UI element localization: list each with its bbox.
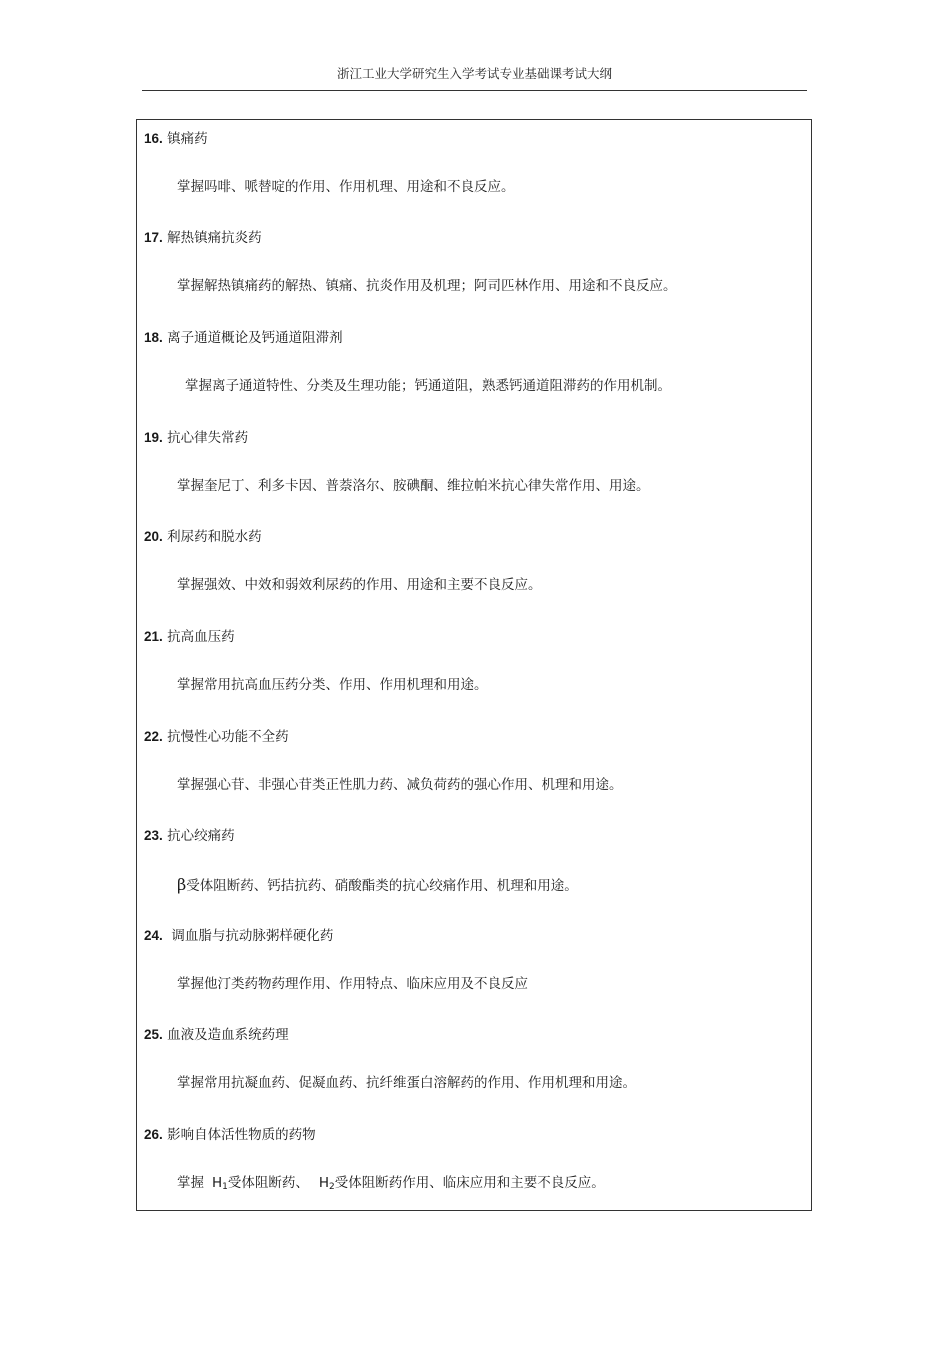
section-heading	[144, 229, 262, 247]
desc-part: 受体阻断药、	[227, 1175, 309, 1191]
section-desc: 掌握常用抗凝血药、促凝血药、抗纤维蛋白溶解药的作用、作用机理和用途。	[177, 1075, 636, 1091]
section-desc: 掌握他汀类药物药理作用、作用特点、临床应用及不良反应	[177, 976, 528, 992]
section-heading	[144, 827, 235, 845]
section-desc	[177, 1174, 605, 1192]
section-number: 16.	[144, 131, 163, 146]
section-title: 抗心绞痛药	[167, 828, 235, 844]
section-title: 解热镇痛抗炎药	[167, 230, 262, 246]
content-box	[136, 119, 812, 1211]
section-desc-text: 受体阻断药、钙拮抗药、硝酸酯类的抗心绞痛作用、机理和用途。	[186, 878, 578, 894]
section-desc: 掌握离子通道特性、分类及生理功能；钙通道阻，熟悉钙通道阻滞药的作用机制。	[185, 378, 671, 394]
h-letter: H	[318, 1175, 330, 1191]
section-desc: 掌握解热镇痛药的解热、镇痛、抗炎作用及机理；阿司匹林作用、用途和不良反应。	[177, 278, 677, 294]
section-desc: 掌握强效、中效和弱效利尿药的作用、用途和主要不良反应。	[177, 577, 542, 593]
section-heading	[144, 528, 262, 546]
section-desc: 掌握吗啡、哌替啶的作用、作用机理、用途和不良反应。	[177, 179, 515, 195]
section-title: 镇痛药	[167, 131, 208, 147]
section-heading	[144, 927, 333, 945]
section-number: 19.	[144, 430, 163, 445]
section-title: 离子通道概论及钙通道阻滞剂	[167, 330, 343, 346]
section-title: 抗心律失常药	[167, 430, 249, 446]
section-number: 25.	[144, 1027, 163, 1042]
section-title: 调血脂与抗动脉粥样硬化药	[171, 928, 334, 944]
section-title: 血液及造血系统药理	[167, 1027, 289, 1043]
section-desc	[177, 876, 578, 895]
section-number: 24.	[144, 928, 163, 943]
page-header: 浙江工业大学研究生入学考试专业基础课考试大纲	[336, 66, 612, 81]
section-number: 20.	[144, 529, 163, 544]
section-number: 17.	[144, 230, 163, 245]
subscript-1: 1	[222, 1182, 228, 1192]
section-heading	[144, 1026, 289, 1044]
section-heading	[144, 728, 289, 746]
section-title: 抗慢性心功能不全药	[167, 729, 289, 745]
section-number: 23.	[144, 828, 163, 843]
section-heading	[144, 429, 248, 447]
section-number: 26.	[144, 1127, 163, 1142]
beta-symbol: β	[177, 875, 187, 894]
section-number: 22.	[144, 729, 163, 744]
section-title: 抗高血压药	[167, 629, 235, 645]
desc-part: 掌握	[177, 1175, 204, 1191]
section-title: 利尿药和脱水药	[167, 529, 262, 545]
section-heading	[144, 130, 208, 148]
h-letter: H	[212, 1175, 223, 1191]
section-desc: 掌握奎尼丁、利多卡因、普萘洛尔、胺碘酮、维拉帕米抗心律失常作用、用途。	[177, 478, 650, 494]
section-title: 影响自体活性物质的药物	[167, 1127, 316, 1143]
section-desc: 掌握强心苷、非强心苷类正性肌力药、减负荷药的强心作用、机理和用途。	[177, 777, 623, 793]
section-heading	[144, 329, 343, 347]
header-rule	[142, 90, 807, 91]
subscript-2: 2	[329, 1182, 335, 1192]
section-heading	[144, 1126, 316, 1144]
desc-part: 受体阻断药作用、临床应用和主要不良反应。	[334, 1175, 605, 1191]
section-desc: 掌握常用抗高血压药分类、作用、作用机理和用途。	[177, 677, 488, 693]
section-number: 18.	[144, 330, 163, 345]
section-number: 21.	[144, 629, 163, 644]
section-heading	[144, 628, 235, 646]
